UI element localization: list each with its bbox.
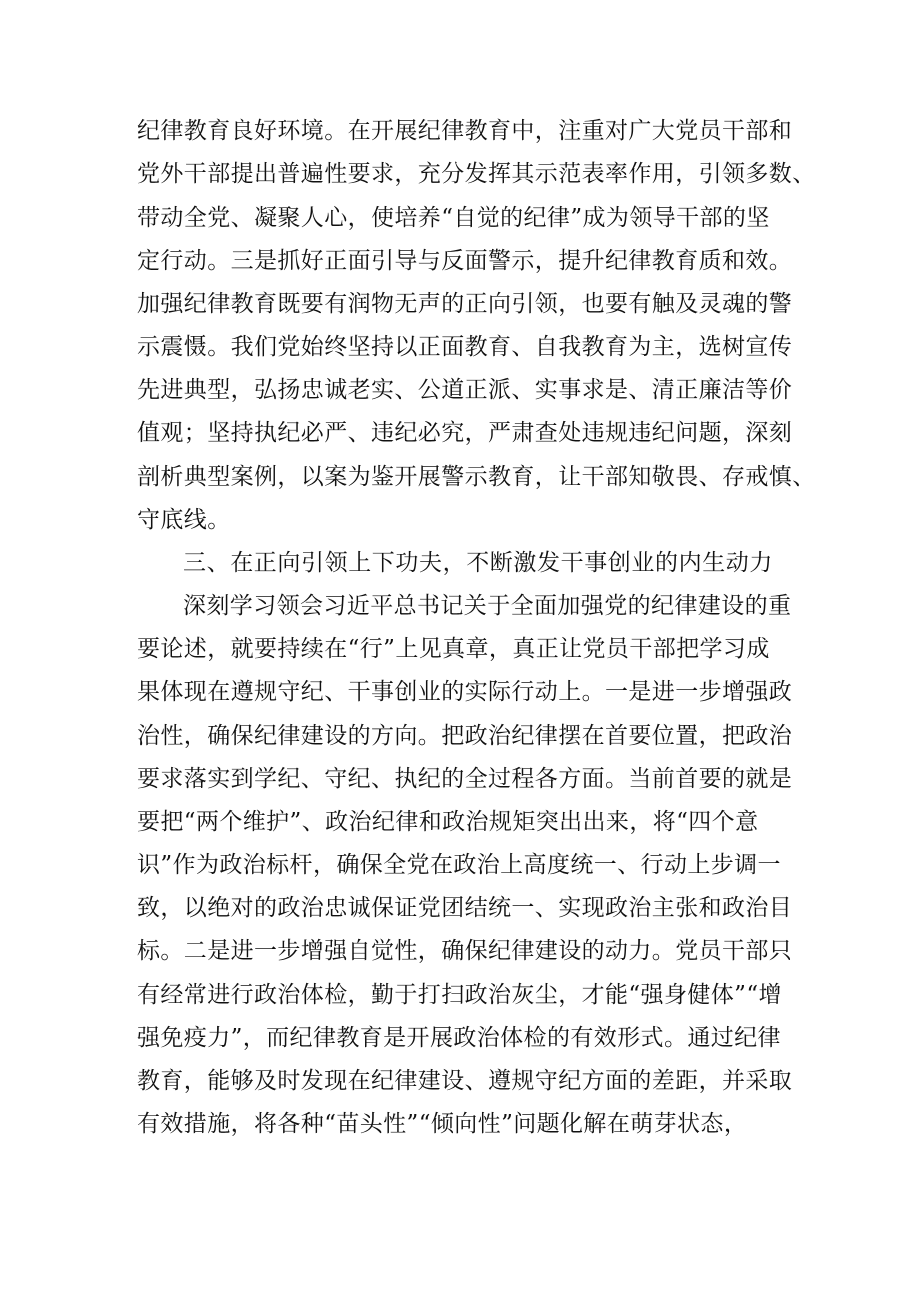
text-line: 有经常进行政治体检，勤于打扫政治灰尘，才能“强身健体”“增 [137,982,782,1008]
text-line: 有效措施，将各种“苗头性”“倾向性”问题化解在萌芽状态， [137,1111,748,1137]
text-line: 值观；坚持执纪必严、违纪必究，严肃查处违规违纪问题，深刻 [137,420,793,446]
text-line: 定行动。三是抓好正面引导与反面警示，提升纪律教育质和效。 [137,248,793,274]
text-line: 守底线。 [137,507,231,533]
text-line: 标。二是进一步增强自觉性，确保纪律建设的动力。党员干部只 [137,938,793,964]
text-line: 要求落实到学纪、守纪、执纪的全过程各方面。当前首要的就是 [137,766,793,792]
text-line: 治性，确保纪律建设的方向。把政治纪律摆在首要位置，把政治 [137,723,793,749]
text-line: 先进典型，弘扬忠诚老实、公道正派、实事求是、清正廉洁等价 [137,377,793,403]
text-line: 果体现在遵规守纪、干事创业的实际行动上。一是进一步增强政 [137,679,793,705]
text-line: 要把“两个维护”、政治纪律和政治规矩突出出来，将“四个意 [137,809,759,835]
section-heading: 三、在正向引领上下功夫，不断激发干事创业的内生动力 [183,550,773,576]
text-line: 要论述，就要持续在“行”上见真章，真正让党员干部把学习成 [137,636,770,662]
text-line: 致，以绝对的政治忠诚保证党团结统一、实现政治主张和政治目 [137,895,793,921]
text-line: 加强纪律教育既要有润物无声的正向引领，也要有触及灵魂的警 [137,291,793,317]
text-line: 强免疫力”，而纪律教育是开展政治体检的有效形式。通过纪律 [137,1025,781,1051]
text-line: 剖析典型案例，以案为鉴开展警示教育，让干部知敬畏、存戒慎、 [137,464,816,490]
text-line: 党外干部提出普遍性要求，充分发挥其示范表率作用，引领多数、 [137,161,816,187]
text-line: 识”作为政治标杆，确保全党在政治上高度统一、行动上步调一 [137,852,781,878]
text-line: 示震慑。我们党始终坚持以正面教育、自我教育为主，选树宣传 [137,334,793,360]
text-line: 教育，能够及时发现在纪律建设、遵规守纪方面的差距，并采取 [137,1068,793,1094]
text-line: 带动全党、凝聚人心，使培养“自觉的纪律”成为领导干部的坚 [137,205,770,231]
text-line: 纪律教育良好环境。在开展纪律教育中，注重对广大党员干部和 [137,118,793,144]
text-line: 深刻学习领会习近平总书记关于全面加强党的纪律建设的重 [183,593,792,619]
